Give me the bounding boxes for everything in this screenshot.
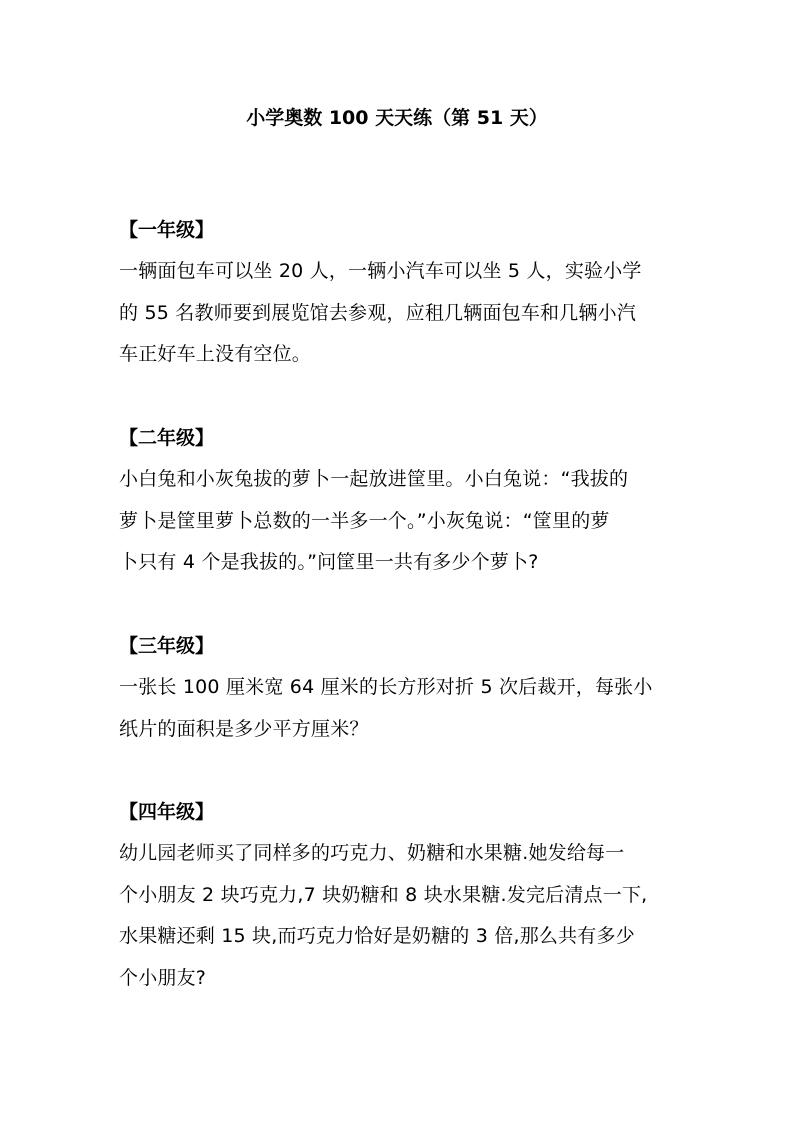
text-line: 水果糖还剩 15 块,而巧克力恰好是奶糖的 3 倍,那么共有多少 [119, 925, 635, 947]
problem-text [119, 251, 679, 376]
section-heading: 【四年级】 [119, 801, 215, 823]
text-line: 个小朋友 2 块巧克力,7 块奶糖和 8 块水果糖.发完后清点一下, [119, 883, 648, 906]
problem-text [119, 833, 679, 999]
text-line: 纸片的面积是多少平方厘米？ [119, 717, 369, 740]
section-grade-4 [119, 798, 679, 999]
text-line: 车正好车上没有空位。 [119, 343, 312, 365]
text-line: 小白兔和小灰兔拔的萝卜一起放进筐里。小白兔说：“我拔的 [119, 468, 629, 490]
text-line: 个小朋友? [119, 966, 207, 989]
text-line: 萝卜是筐里萝卜总数的一半多一个。”小灰兔说：“筐里的萝 [119, 509, 610, 532]
section-heading: 【一年级】 [119, 219, 215, 241]
problem-text [119, 459, 679, 584]
page-title: 小学奥数 100 天天练（第 51 天） [246, 107, 548, 129]
text-line: 幼儿园老师买了同样多的巧克力、奶糖和水果糖.她发给每一 [119, 842, 625, 864]
section-heading: 【二年级】 [119, 427, 215, 449]
section-heading: 【三年级】 [119, 635, 215, 657]
section-grade-1 [119, 216, 679, 376]
section-grade-3 [119, 632, 679, 750]
text-line: 卜只有 4 个是我拔的。”问筐里一共有多少个萝卜? [119, 551, 539, 573]
text-line: 一张长 100 厘米宽 64 厘米的长方形对折 5 次后裁开，每张小 [119, 676, 653, 698]
text-line: 的 55 名教师要到展览馆去参观，应租几辆面包车和几辆小汽 [119, 301, 637, 324]
text-line: 一辆面包车可以坐 20 人，一辆小汽车可以坐 5 人，实验小学 [119, 260, 642, 282]
section-grade-2 [119, 424, 679, 584]
problem-text [119, 667, 679, 750]
